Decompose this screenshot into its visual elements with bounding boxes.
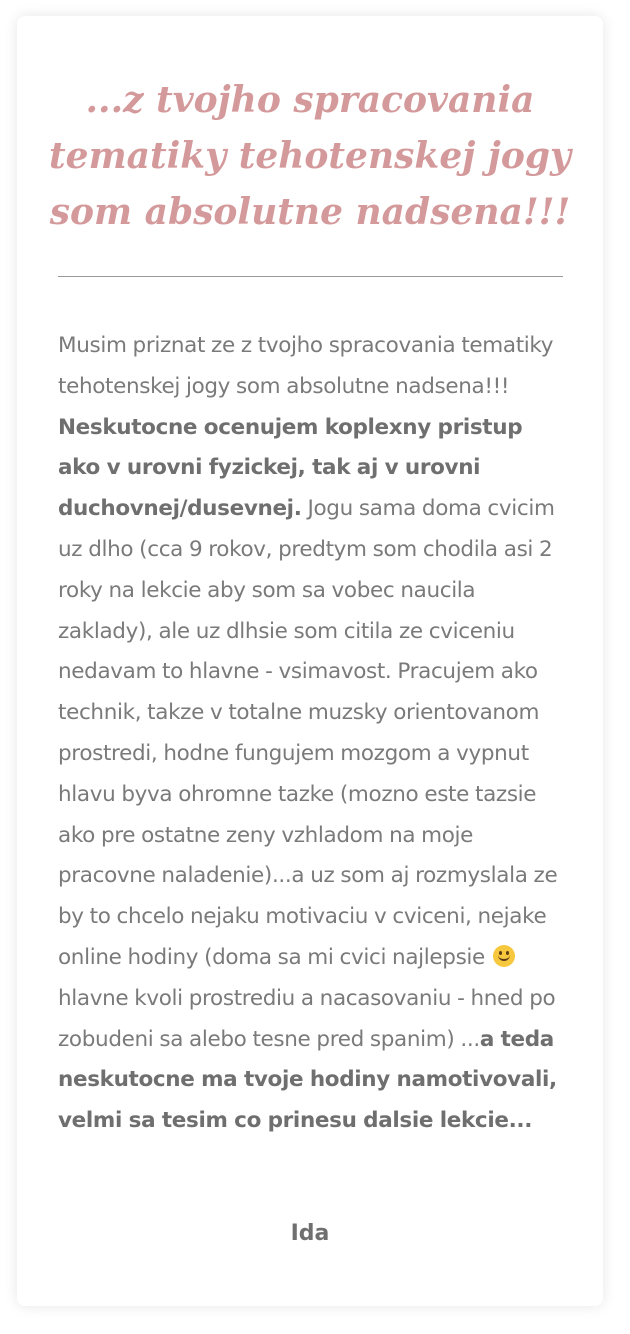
testimonial-headline: ...z tvojho spracovania tematiky tehotenskej jogy som absolutne nadsena!!! — [49, 79, 571, 233]
testimonial-card — [17, 16, 603, 1306]
testimonial-text-conclusion: a teda neskutocne ma tvoje hodiny namotivovali, velmi sa tesim co prinesu dalsie lekcie... — [58, 1026, 557, 1134]
slightly-smiling-face-icon — [493, 945, 515, 967]
divider — [58, 276, 563, 277]
testimonial-text-highlight: Neskutocne ocenujem koplexny pristup ako v urovni fyzickej, tak aj v urovni duchovnej/dusevnej. — [58, 414, 523, 522]
testimonial-text-intro: Musim priznat ze z tvojho spracovania tematiky tehotenskej jogy som absolutne nadsena!!! — [58, 333, 554, 399]
testimonial-body — [58, 326, 563, 1142]
testimonial-text-story: Jogu sama doma cvicim uz dlho (cca 9 rokov, predtym som chodila asi 2 roky na lekcie aby som sa vobec naucila zaklady), ale uz dlhsie som citila ze cviceniu nedavam to hlavne - vsimavost. Pracujem ako technik, takze v totalne muzsky orientovanom prostredi, hodne fungujem mozgom a vypnut hlavu byva ohromne tazke (mozno este tazsie ako pre ostatne zeny vzhladom na moje pracovne naladenie)...a uz som aj rozmyslala ze by to chcelo nejaku motivaciu v cviceni, nejake online hodiny (doma sa mi cvici najlepsie — [58, 496, 558, 970]
testimonial-author: Ida — [290, 1221, 330, 1246]
testimonial-text-continued: hlavne kvoli prostrediu a nacasovaniu - hned po zobudeni sa alebo tesne pred spanim) ... — [58, 985, 556, 1052]
